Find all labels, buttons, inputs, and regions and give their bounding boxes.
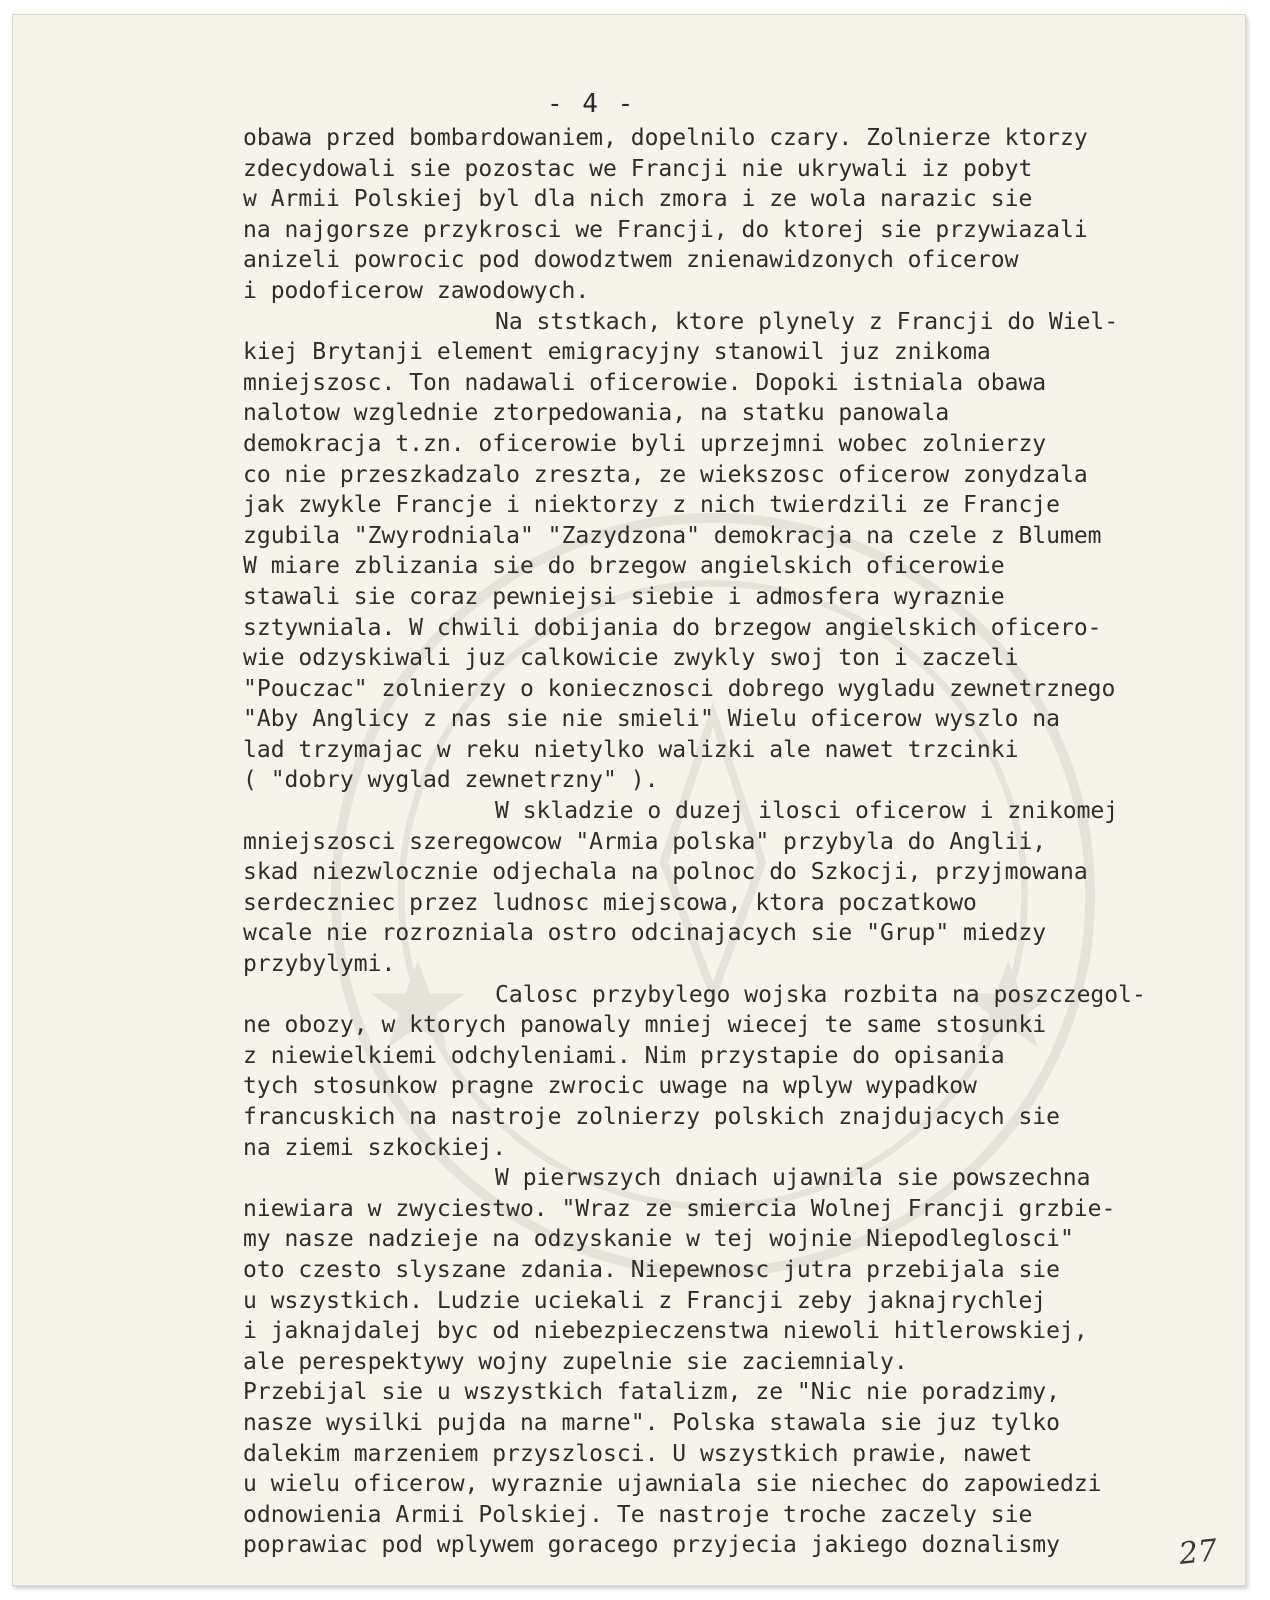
text-line: zdecydowali sie pozostac we Francji nie ukrywali iz pobyt <box>243 155 1033 182</box>
text-line: przybylymi. <box>243 951 396 978</box>
text-line: co nie przeszkadzalo zreszta, ze wiekszosc oficerow zonydzala <box>243 461 1088 488</box>
text-line: Na ststkach, ktore plynely z Francji do Wiel- <box>495 308 1119 335</box>
text-line: wie odzyskiwali juz calkowicie zwykly swoj ton i zaczeli <box>243 645 1019 672</box>
document-page <box>12 14 1246 1586</box>
text-line: W skladzie o duzej ilosci oficerow i znikomej <box>495 798 1119 825</box>
text-line: mniejszosci szeregowcow "Armia polska" przybyla do Anglii, <box>243 828 1047 855</box>
handwritten-archive-number: 27 <box>1177 1533 1219 1572</box>
text-line: ( "dobry wyglad zewnetrzny" ). <box>243 767 659 794</box>
text-line: W pierwszych dniach ujawnila sie powszechna <box>495 1165 1091 1192</box>
text-line: i jaknajdalej byc od niebezpieczenstwa niewoli hitlerowskiej, <box>243 1318 1088 1345</box>
text-line: na najgorsze przykrosci we Francji, do ktorej sie przywiazali <box>243 216 1088 243</box>
text-line: skad niezwlocznie odjechala na polnoc do Szkocji, przyjmowana <box>243 859 1088 886</box>
text-line: u wszystkich. Ludzie uciekali z Francji zeby jaknajrychlej <box>243 1287 1047 1314</box>
text-line: kiej Brytanji element emigracyjny stanowil juz znikoma <box>243 339 991 366</box>
text-line: na ziemi szkockiej. <box>243 1134 507 1161</box>
text-line: u wielu oficerow, wyraznie ujawniala sie niechec do zapowiedzi <box>243 1471 1102 1498</box>
text-line: lad trzymajac w reku nietylko walizki ale nawet trzcinki <box>243 736 1019 763</box>
text-line: oto czesto slyszane zdania. Niepewnosc jutra przebijala sie <box>243 1256 1060 1283</box>
text-line: i podoficerow zawodowych. <box>243 277 590 304</box>
text-line: poprawiac pod wplywem goracego przyjecia jakiego doznalismy <box>243 1532 1060 1559</box>
text-line: Calosc przybylego wojska rozbita na poszczegol- <box>495 981 1146 1008</box>
text-line: obawa przed bombardowaniem, dopelnilo czary. Zolnierze ktorzy <box>243 125 1088 151</box>
text-line: nalotow wzglednie ztorpedowania, na statku panowala <box>243 400 950 427</box>
text-line: nasze wysilki pujda na marne". Polska stawala sie juz tylko <box>243 1409 1060 1436</box>
text-line: jak zwykle Francje i niektorzy z nich twierdzili ze Francje <box>243 492 1060 519</box>
text-line: odnowienia Armii Polskiej. Te nastroje troche zaczely sie <box>243 1501 1033 1528</box>
page-number: - 4 - <box>547 89 636 119</box>
text-line: w Armii Polskiej byl dla nich zmora i ze wola narazic sie <box>243 186 1033 213</box>
text-line: z niewielkiemi odchyleniami. Nim przystapie do opisania <box>243 1042 1005 1069</box>
text-line: serdeczniec przez ludnosc miejscowa, ktora poczatkowo <box>243 889 977 916</box>
text-line: sztywniala. W chwili dobijania do brzegow angielskich oficero- <box>243 614 1102 641</box>
text-line: demokracja t.zn. oficerowie byli uprzejmni wobec zolnierzy <box>243 430 1047 457</box>
text-line: zgubila "Zwyrodniala" "Zazydzona" demokracja na czele z Blumem <box>243 522 1102 549</box>
text-line: ale perespektywy wojny zupelnie sie zaciemnialy. <box>243 1348 908 1375</box>
text-line: anizeli powrocic pod dowodztwem znienawidzonych oficerow <box>243 247 1019 274</box>
text-line: W miare zblizania sie do brzegow angielskich oficerowie <box>243 553 1005 580</box>
text-line: dalekim marzeniem przyszlosci. U wszystkich prawie, nawet <box>243 1440 1033 1467</box>
text-line: wcale nie rozrozniala ostro odcinajacych sie "Grup" miedzy <box>243 920 1047 947</box>
text-line: my nasze nadzieje na odzyskanie w tej wojnie Niepodleglosci" <box>243 1226 1074 1253</box>
typed-text-body <box>243 123 1243 1561</box>
text-line: "Pouczac" zolnierzy o koniecznosci dobrego wygladu zewnetrznego <box>243 675 1116 702</box>
text-line: tych stosunkow pragne zwrocic uwage na wplyw wypadkow <box>243 1073 977 1100</box>
text-line: stawali sie coraz pewniejsi siebie i admosfera wyraznie <box>243 583 1005 610</box>
text-line: niewiara w zwyciestwo. "Wraz ze smiercia Wolnej Francji grzbie- <box>243 1195 1116 1222</box>
text-line: Przebijal sie u wszystkich fatalizm, ze "Nic nie poradzimy, <box>243 1379 1060 1406</box>
text-line: mniejszosc. Ton nadawali oficerowie. Dopoki istniala obawa <box>243 369 1047 396</box>
text-line: francuskich na nastroje zolnierzy polskich znajdujacych sie <box>243 1104 1060 1130</box>
text-line: ne obozy, w ktorych panowaly mniej wiecej te same stosunki <box>243 1012 1047 1039</box>
text-line: "Aby Anglicy z nas sie nie smieli" Wielu oficerow wyszlo na <box>243 706 1060 733</box>
